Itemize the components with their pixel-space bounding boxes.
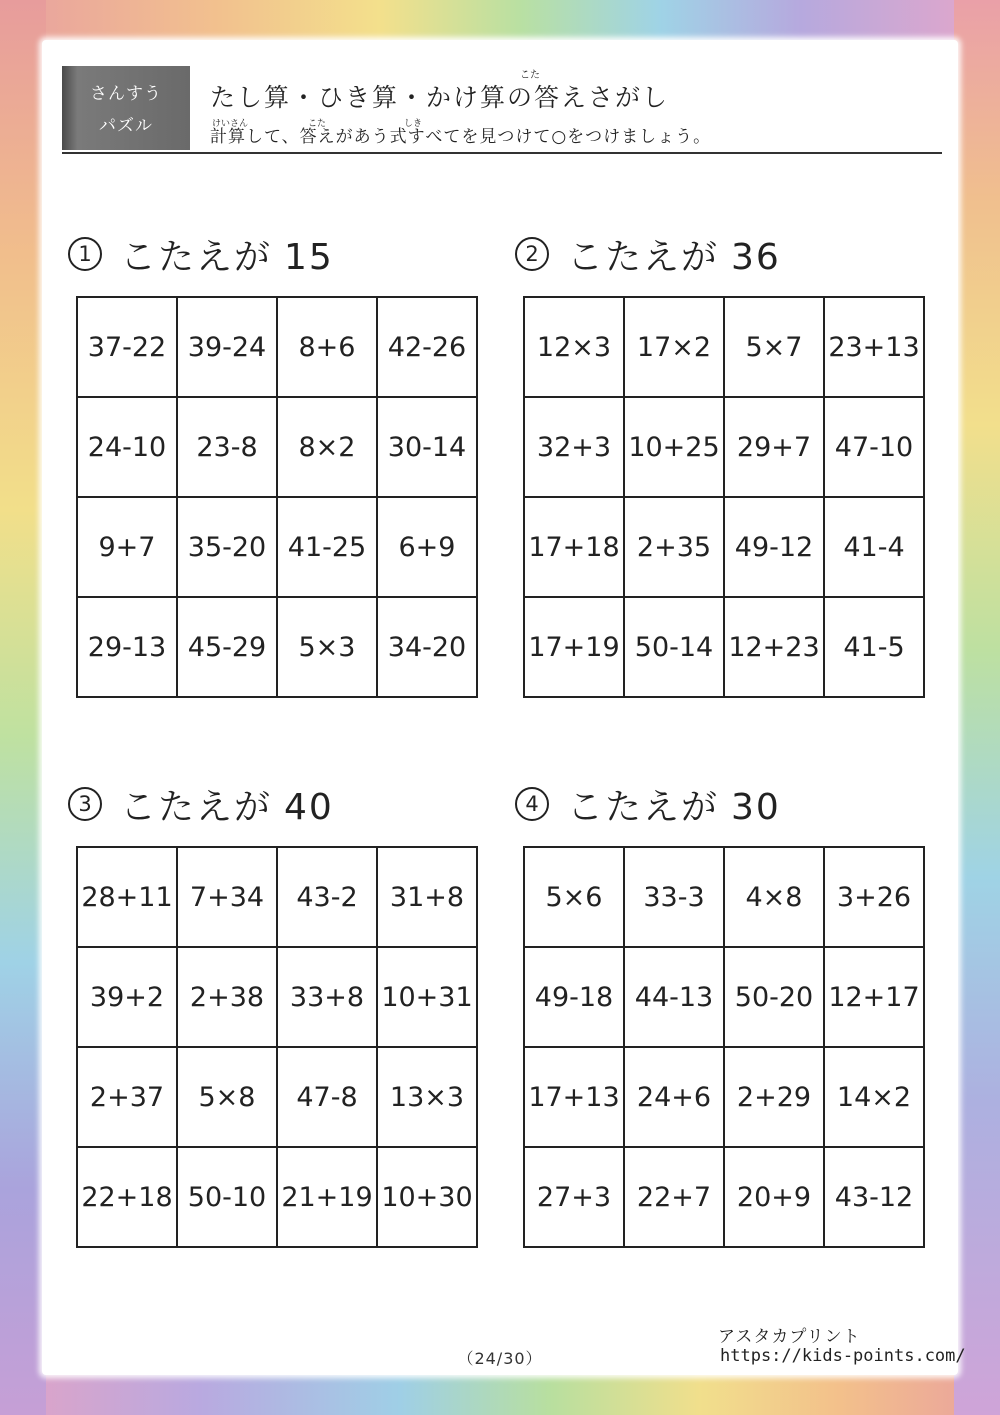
problem-cell[interactable]: 10+25 <box>625 398 725 498</box>
problem-cell[interactable]: 22+7 <box>625 1148 725 1248</box>
section-number: 4 <box>515 787 549 821</box>
problem-cell[interactable]: 12+23 <box>725 598 825 698</box>
section-answer: 40 <box>284 786 334 828</box>
problem-cell[interactable]: 32+3 <box>525 398 625 498</box>
problem-cell[interactable]: 37-22 <box>78 298 178 398</box>
problem-cell[interactable]: 10+30 <box>378 1148 478 1248</box>
problem-cell[interactable]: 39-24 <box>178 298 278 398</box>
problem-grid <box>523 846 925 1248</box>
problem-cell[interactable]: 2+37 <box>78 1048 178 1148</box>
section-label: こたえが <box>120 786 273 828</box>
problem-cell[interactable]: 27+3 <box>525 1148 625 1248</box>
problem-cell[interactable]: 47-10 <box>825 398 925 498</box>
section-label: こたえが <box>120 236 273 278</box>
problem-cell[interactable]: 41-5 <box>825 598 925 698</box>
problem-cell[interactable]: 17+19 <box>525 598 625 698</box>
subtitle-ruby-1: けいさん <box>212 119 249 129</box>
section-heading <box>62 780 334 828</box>
problem-cell[interactable]: 5×8 <box>178 1048 278 1148</box>
problem-cell[interactable]: 30-14 <box>378 398 478 498</box>
problem-cell[interactable]: 2+38 <box>178 948 278 1048</box>
section-number: 3 <box>68 787 102 821</box>
section-answer: 36 <box>731 236 781 278</box>
frame-bottom <box>0 1371 1000 1415</box>
problem-cell[interactable]: 28+11 <box>78 848 178 948</box>
site-url: https://kids-points.com/ <box>720 1346 966 1366</box>
section-answer: 15 <box>284 236 334 278</box>
problem-grid <box>523 296 925 698</box>
problem-cell[interactable]: 34-20 <box>378 598 478 698</box>
problem-cell[interactable]: 9+7 <box>78 498 178 598</box>
category-badge <box>62 66 190 150</box>
problem-cell[interactable]: 43-12 <box>825 1148 925 1248</box>
problem-cell[interactable]: 50-20 <box>725 948 825 1048</box>
problem-cell[interactable]: 33+8 <box>278 948 378 1048</box>
frame-left <box>0 0 46 1415</box>
problem-cell[interactable]: 42-26 <box>378 298 478 398</box>
problem-cell[interactable]: 2+35 <box>625 498 725 598</box>
problem-cell[interactable]: 50-14 <box>625 598 725 698</box>
problem-cell[interactable]: 14×2 <box>825 1048 925 1148</box>
subtitle-ruby-2: こた <box>308 119 327 129</box>
problem-cell[interactable]: 17×2 <box>625 298 725 398</box>
problem-cell[interactable]: 49-12 <box>725 498 825 598</box>
problem-cell[interactable]: 5×6 <box>525 848 625 948</box>
problem-cell[interactable]: 12×3 <box>525 298 625 398</box>
problem-cell[interactable]: 49-18 <box>525 948 625 1048</box>
problem-cell[interactable]: 20+9 <box>725 1148 825 1248</box>
problem-cell[interactable]: 41-25 <box>278 498 378 598</box>
problem-cell[interactable]: 3+26 <box>825 848 925 948</box>
section-title <box>120 229 334 280</box>
problem-cell[interactable]: 44-13 <box>625 948 725 1048</box>
problem-cell[interactable]: 4×8 <box>725 848 825 948</box>
problem-cell[interactable]: 8+6 <box>278 298 378 398</box>
section-label: こたえが <box>567 786 720 828</box>
problem-cell[interactable]: 24-10 <box>78 398 178 498</box>
section-number: 2 <box>515 237 549 271</box>
problem-cell[interactable]: 39+2 <box>78 948 178 1048</box>
section-title <box>567 229 781 280</box>
problem-cell[interactable]: 8×2 <box>278 398 378 498</box>
problem-cell[interactable]: 41-4 <box>825 498 925 598</box>
problem-cell[interactable]: 22+18 <box>78 1148 178 1248</box>
problem-cell[interactable]: 29+7 <box>725 398 825 498</box>
problem-cell[interactable]: 10+31 <box>378 948 478 1048</box>
problem-cell[interactable]: 47-8 <box>278 1048 378 1148</box>
section-answer: 30 <box>731 786 781 828</box>
badge-line-2: パズル <box>99 116 153 136</box>
section-heading <box>62 230 334 278</box>
problem-cell[interactable]: 29-13 <box>78 598 178 698</box>
title-ruby: こた <box>520 70 540 81</box>
instructions: 計算して、答えがあう式すべてを見つけて○をつけましょう。 <box>210 127 712 147</box>
badge-line-1: さんすう <box>90 84 162 104</box>
problem-cell[interactable]: 31+8 <box>378 848 478 948</box>
page-title: たし算・ひき算・かけ算の答えさがし <box>210 83 670 112</box>
problem-cell[interactable]: 7+34 <box>178 848 278 948</box>
problem-cell[interactable]: 13×3 <box>378 1048 478 1148</box>
worksheet-header <box>62 66 942 154</box>
problem-grid <box>76 846 478 1248</box>
problem-cell[interactable]: 2+29 <box>725 1048 825 1148</box>
problem-cell[interactable]: 23-8 <box>178 398 278 498</box>
section-label: こたえが <box>567 236 720 278</box>
frame-right <box>954 0 1000 1415</box>
section-heading <box>509 230 781 278</box>
problem-grid <box>76 296 478 698</box>
page-number: （24/30） <box>457 1349 543 1368</box>
problem-cell[interactable]: 33-3 <box>625 848 725 948</box>
problem-cell[interactable]: 45-29 <box>178 598 278 698</box>
section-title <box>120 779 334 830</box>
problem-cell[interactable]: 6+9 <box>378 498 478 598</box>
problem-cell[interactable]: 12+17 <box>825 948 925 1048</box>
problem-cell[interactable]: 17+13 <box>525 1048 625 1148</box>
problem-cell[interactable]: 24+6 <box>625 1048 725 1148</box>
section-number: 1 <box>68 237 102 271</box>
problem-cell[interactable]: 50-10 <box>178 1148 278 1248</box>
problem-cell[interactable]: 35-20 <box>178 498 278 598</box>
problem-cell[interactable]: 5×7 <box>725 298 825 398</box>
problem-cell[interactable]: 43-2 <box>278 848 378 948</box>
problem-cell[interactable]: 21+19 <box>278 1148 378 1248</box>
section-title <box>567 779 781 830</box>
problem-cell[interactable]: 23+13 <box>825 298 925 398</box>
problem-cell[interactable]: 17+18 <box>525 498 625 598</box>
subtitle-ruby-3: しき <box>404 119 423 129</box>
problem-cell[interactable]: 5×3 <box>278 598 378 698</box>
brand-name: アスタカプリント <box>718 1327 861 1347</box>
section-heading <box>509 780 781 828</box>
